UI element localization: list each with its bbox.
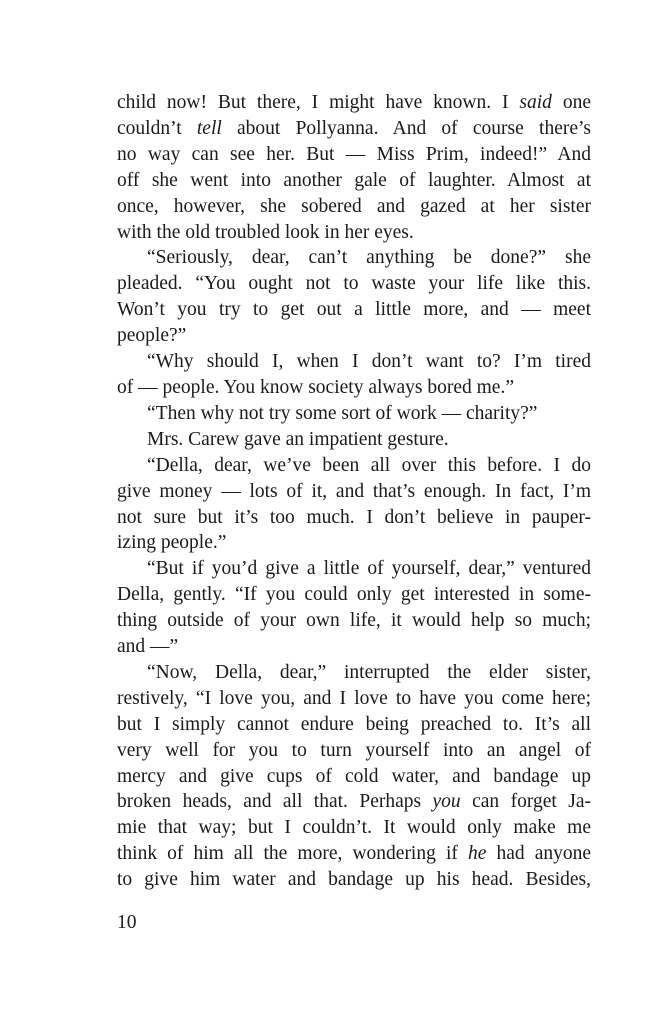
text-line — [117, 660, 591, 686]
text-line — [117, 764, 591, 790]
text-line — [117, 556, 591, 582]
text-segment: and —” — [117, 636, 179, 658]
text-line — [117, 712, 591, 738]
text-segment: off she went into another gale of laughter. Almost at — [117, 169, 591, 191]
text-segment: people?” — [117, 325, 187, 347]
text-line — [117, 427, 591, 453]
text-line — [117, 142, 591, 168]
text-line — [117, 530, 591, 556]
text-line — [117, 789, 591, 815]
text-segment: to give him water and bandage up his head. Besides, — [117, 869, 591, 891]
text-segment: thing outside of your own life, it would help so much; — [117, 610, 591, 632]
text-segment: pleaded. “You ought not to waste your life like this. — [117, 273, 591, 295]
text-segment: couldn’t — [117, 117, 197, 139]
text-segment: restively, “I love you, and I love to have you come here; — [117, 687, 591, 709]
text-segment: “Now, Della, dear,” interrupted the elder sister, — [147, 661, 591, 683]
text-line — [117, 90, 591, 116]
text-line — [117, 841, 591, 867]
text-segment: with the old troubled look in her eyes. — [117, 221, 414, 243]
text-line — [117, 323, 591, 349]
text-line — [117, 738, 591, 764]
text-line — [117, 220, 591, 246]
text-segment: “Della, dear, we’ve been all over this before. I do — [147, 454, 591, 476]
text-line — [117, 608, 591, 634]
text-segment: had anyone — [486, 843, 592, 865]
text-segment: “Seriously, dear, can’t anything be done?” she — [147, 247, 591, 269]
text-line — [117, 505, 591, 531]
text-segment: broken heads, and all that. Perhaps — [117, 791, 433, 813]
page-number: 10 — [117, 912, 137, 933]
text-line — [117, 479, 591, 505]
text-segment: Won’t you try to get out a little more, and — meet — [117, 299, 591, 321]
text-segment: “But if you’d give a little of yourself, dear,” ventured — [147, 558, 591, 580]
text-segment: Mrs. Carew gave an impatient gesture. — [147, 428, 449, 450]
text-line — [117, 297, 591, 323]
text-line — [117, 168, 591, 194]
text-line — [117, 686, 591, 712]
emphasized-word: said — [519, 92, 552, 113]
text-segment: “Why should I, when I don’t want to? I’m tired — [147, 351, 591, 373]
text-segment: very well for you to turn yourself into an angel of — [117, 739, 591, 761]
text-line — [117, 634, 591, 660]
emphasized-word: you — [432, 791, 461, 813]
text-segment: but I simply cannot endure being preached to. It’s all — [117, 713, 591, 735]
text-segment: Della, gently. “If you could only get interested in some- — [117, 584, 591, 606]
text-segment: once, however, she sobered and gazed at her sister — [117, 195, 591, 217]
text-line — [117, 401, 591, 427]
text-line — [117, 194, 591, 220]
text-line — [117, 375, 591, 401]
text-line — [117, 453, 591, 479]
text-segment: one — [551, 92, 591, 113]
text-line — [117, 116, 591, 142]
text-segment: izing people.” — [117, 532, 227, 554]
emphasized-word: tell — [196, 117, 222, 139]
text-line — [117, 245, 591, 271]
text-segment: mie that way; but I couldn’t. It would only make me — [117, 817, 591, 839]
text-segment: “Then why not try some sort of work — charity?” — [147, 402, 538, 424]
text-segment: mercy and give cups of cold water, and bandage up — [117, 765, 591, 787]
text-line — [117, 582, 591, 608]
text-segment: give money — lots of it, and that’s enough. In fact, I’m — [117, 480, 591, 502]
emphasized-word: he — [467, 843, 487, 865]
text-segment: think of him all the more, wondering if — [117, 843, 468, 865]
text-segment: no way can see her. But — Miss Prim, indeed!” And — [117, 143, 591, 165]
text-segment: can forget Ja- — [460, 791, 591, 813]
text-segment: about Pollyanna. And of course there’s — [221, 117, 591, 139]
text-line — [117, 271, 591, 297]
text-line — [117, 815, 591, 841]
text-line — [117, 867, 591, 893]
text-line — [117, 349, 591, 375]
text-segment: not sure but it’s too much. I don’t believe in pauper- — [117, 506, 591, 528]
body-text — [117, 90, 591, 893]
text-segment: child now! But there, I might have known. I — [117, 92, 520, 113]
text-segment: of — people. You know society always bored me.” — [117, 376, 514, 398]
